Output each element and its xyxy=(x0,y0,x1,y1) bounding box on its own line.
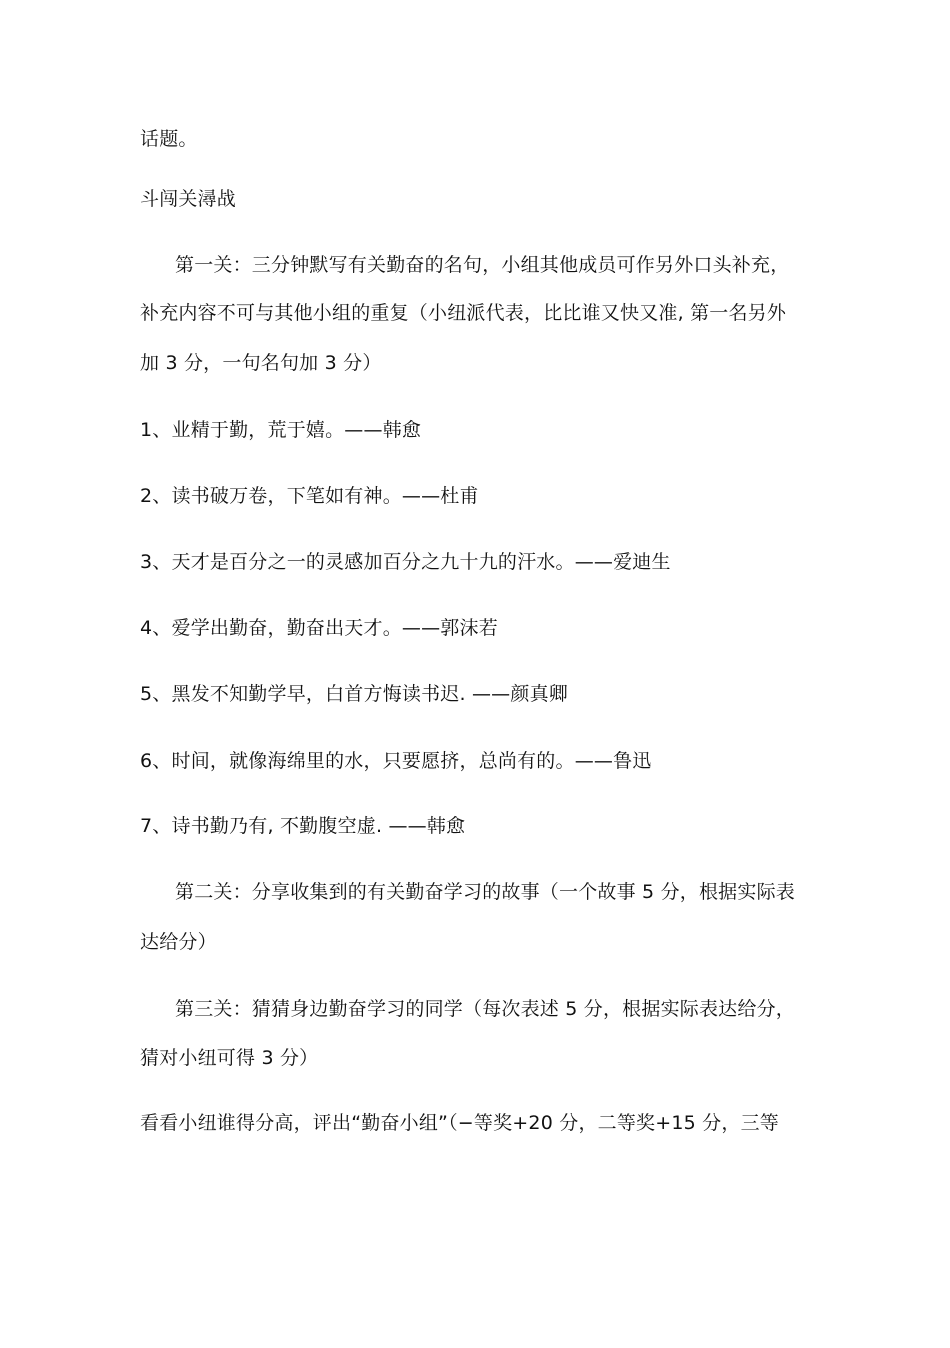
quote-2: 2、读书破万卷，下笔如有神。——杜甫 xyxy=(140,485,479,507)
level1-paragraph-line-1: 第一关：三分钟默写有关勤奋的名句，小组其他成员可作另外口头补充， xyxy=(175,254,790,276)
topic-tail-text: 话题。 xyxy=(140,128,198,150)
level1-paragraph-line-2: 补充内容不可与其他小组的重复（小纽派代表，比比谁又快又准, 第一名另外 xyxy=(140,302,787,324)
level2-paragraph-line-2: 达给分） xyxy=(140,931,217,953)
section-title: 斗闯关潯战 xyxy=(140,188,237,210)
quote-1: 1、业精于勤，荒于嬉。——韩愈 xyxy=(140,419,422,441)
level3-paragraph-line-1: 第三关：猜猜身边勤奋学习的同学（每次表述 5 分，根据实际表达给分， xyxy=(175,998,795,1020)
quote-6: 6、时间，就像海绵里的水，只要愿挤，总尚有的。——鲁迅 xyxy=(140,750,652,772)
quote-4: 4、爱学出勤奋，勤奋出天才。——郭沫若 xyxy=(140,617,498,639)
quote-7: 7、诗书勤乃有, 不勤腹空虚. ——韩愈 xyxy=(140,815,466,837)
level2-paragraph-line-1: 第二关：分享收集到的有关勤奋学习的故事（一个故事 5 分，根据实际表 xyxy=(175,881,795,903)
quote-5: 5、黑发不知勤学早，白首方悔读书迟. ——颜真卿 xyxy=(140,683,568,705)
closing-paragraph: 看看小纽谁得分高，评出“勤奋小组”（−等奖+20 分，二等奖+15 分，三等 xyxy=(140,1112,779,1134)
level1-paragraph-line-3: 加 3 分，一句名句加 3 分） xyxy=(140,352,382,374)
level3-paragraph-line-2: 猜对小纽可得 3 分） xyxy=(140,1047,319,1069)
quote-3: 3、天才是百分之一的灵感加百分之九十九的汗水。——爱迪生 xyxy=(140,551,671,573)
